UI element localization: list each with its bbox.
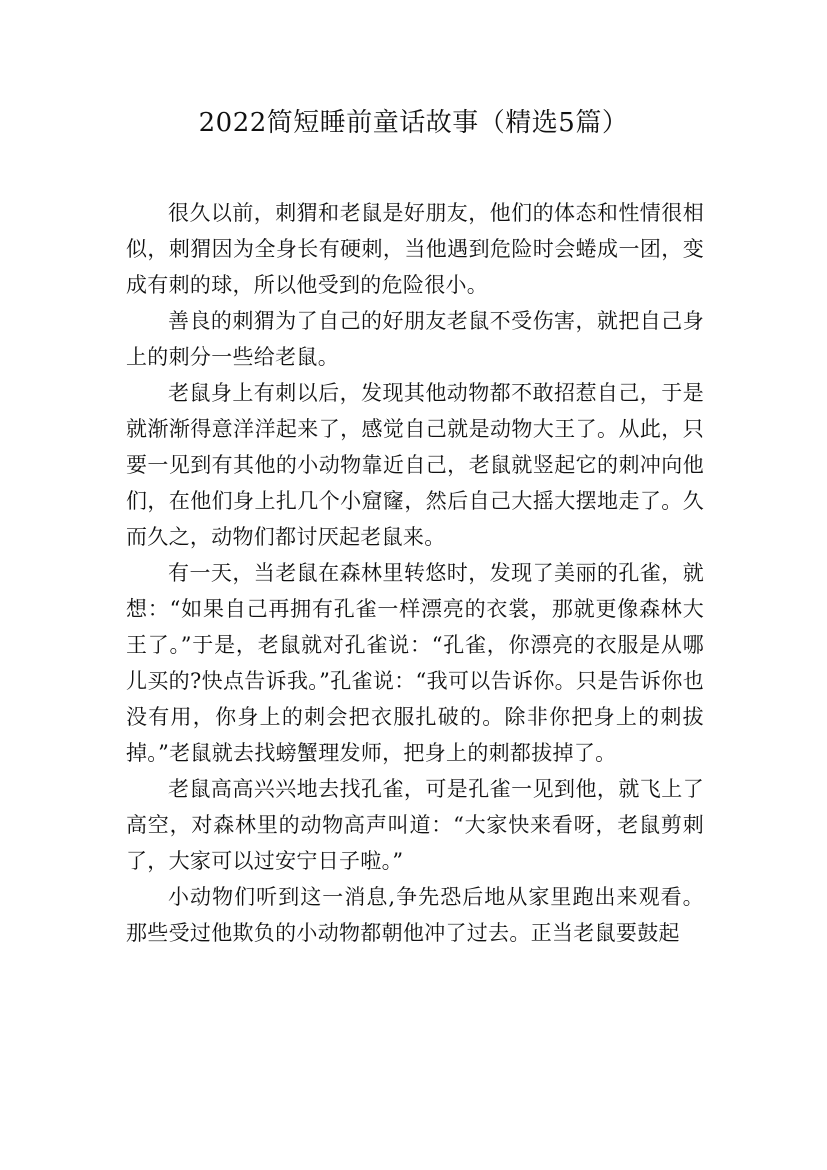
paragraph-5: 老鼠高高兴兴地去找孔雀，可是孔雀一见到他，就飞上了高空，对森林里的动物高声叫道：“大家快来看呀，老鼠剪刺了，大家可以过安宁日子啦。” bbox=[126, 777, 704, 873]
paragraph-4: 有一天，当老鼠在森林里转悠时，发现了美丽的孔雀，就想：“如果自己再拥有孔雀一样漂亮的衣裳，那就更像森林大王了。”于是，老鼠就对孔雀说：“孔雀，你漂亮的衣服是从哪儿买的?快点告诉我。”孔雀说：“我可以告诉你。只是告诉你也没有用，你身上的刺会把衣服扎破的。除非你把身上的刺拔掉。”老鼠就去找螃蟹理发师，把身上的刺都拔掉了。 bbox=[126, 561, 704, 765]
document-body bbox=[126, 195, 704, 951]
paragraph-6: 小动物们听到这一消息,争先恐后地从家里跑出来观看。那些受过他欺负的小动物都朝他冲了过去。正当老鼠要鼓起 bbox=[126, 885, 704, 945]
paragraph-3: 老鼠身上有刺以后，发现其他动物都不敢招惹自己，于是就渐渐得意洋洋起来了，感觉自己就是动物大王了。从此，只要一见到有其他的小动物靠近自己，老鼠就竖起它的刺冲向他们，在他们身上扎几个小窟窿，然后自己大摇大摆地走了。久而久之，动物们都讨厌起老鼠来。 bbox=[126, 381, 704, 549]
document-title: 2022简短睡前童话故事（精选5篇） bbox=[198, 108, 629, 138]
paragraph-1: 很久以前，刺猬和老鼠是好朋友，他们的体态和性情很相似，刺猬因为全身长有硬刺，当他遇到危险时会蜷成一团，变成有刺的球，所以他受到的危险很小。 bbox=[126, 201, 704, 297]
paragraph-2: 善良的刺猬为了自己的好朋友老鼠不受伤害，就把自己身上的刺分一些给老鼠。 bbox=[126, 309, 704, 369]
